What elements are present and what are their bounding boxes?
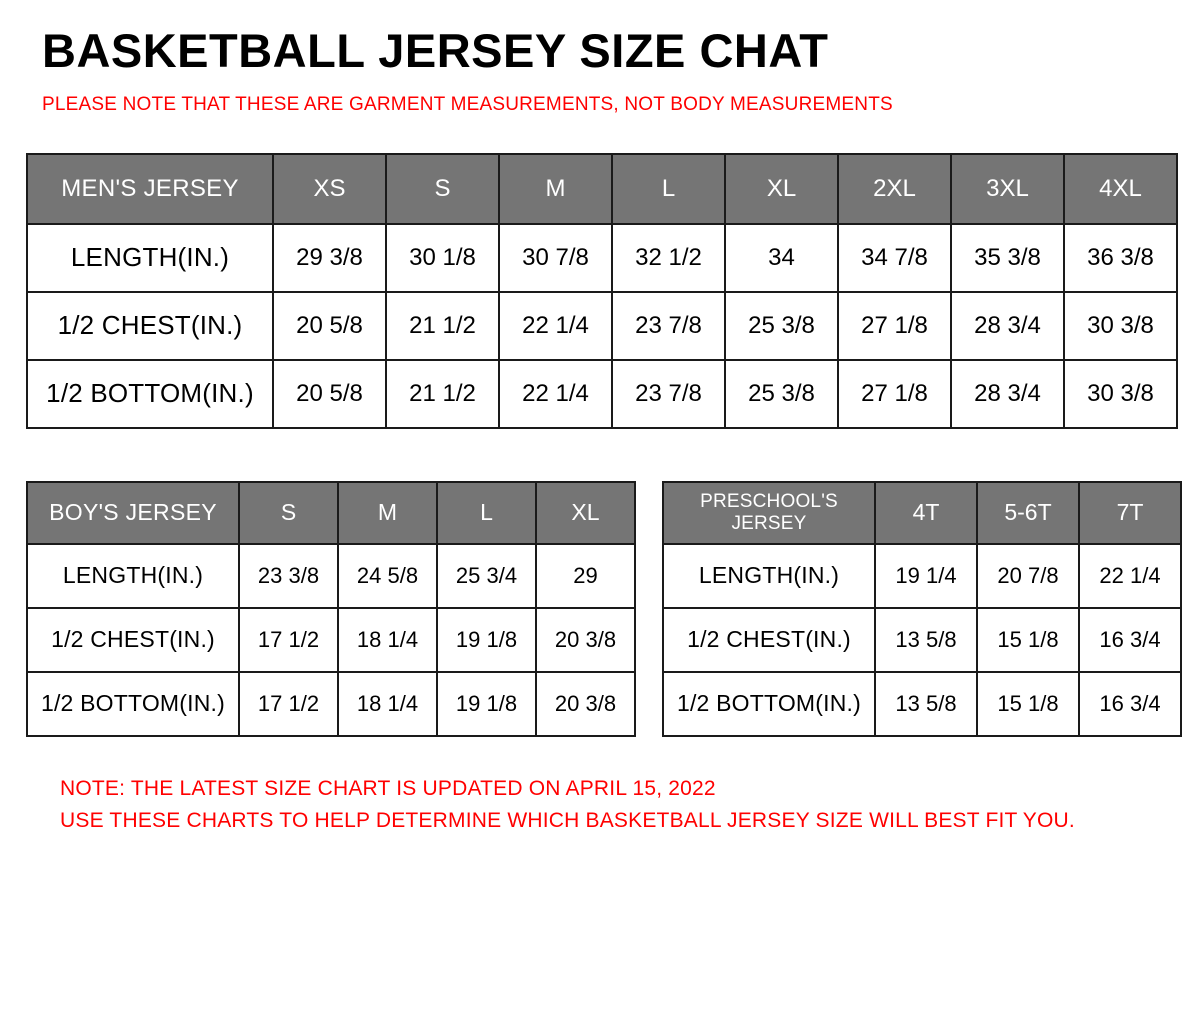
size-header-cell: 7T	[1079, 482, 1181, 544]
size-header-cell: XL	[536, 482, 635, 544]
measurement-cell: 35 3/8	[951, 224, 1064, 292]
size-header-cell: 5-6T	[977, 482, 1079, 544]
measurement-cell: 15 1/8	[977, 608, 1079, 672]
measurement-cell: 20 7/8	[977, 544, 1079, 608]
measurement-cell: 22 1/4	[1079, 544, 1181, 608]
measurement-cell: 27 1/8	[838, 292, 951, 360]
size-header-cell: M	[499, 154, 612, 224]
table-row	[27, 672, 635, 736]
table-row	[27, 544, 635, 608]
update-note: NOTE: THE LATEST SIZE CHART IS UPDATED ON APRIL 15, 2022	[60, 776, 716, 800]
table-row	[27, 224, 1177, 292]
measurement-label: LENGTH(IN.)	[27, 224, 273, 292]
mens-jersey-size-table	[26, 153, 1178, 429]
measurement-cell: 29 3/8	[273, 224, 386, 292]
measurement-cell: 17 1/2	[239, 672, 338, 736]
table-row	[663, 608, 1181, 672]
measurement-cell: 20 5/8	[273, 292, 386, 360]
boys-jersey-size-table	[26, 481, 636, 737]
table-row	[27, 608, 635, 672]
measurement-cell: 25 3/4	[437, 544, 536, 608]
measurement-cell: 22 1/4	[499, 292, 612, 360]
measurement-cell: 17 1/2	[239, 608, 338, 672]
measurement-cell: 32 1/2	[612, 224, 725, 292]
measurement-label: 1/2 BOTTOM(IN.)	[27, 672, 239, 736]
usage-note: USE THESE CHARTS TO HELP DETERMINE WHICH BASKETBALL JERSEY SIZE WILL BEST FIT YOU.	[60, 809, 1075, 833]
footer-notes	[60, 773, 1176, 838]
preschool-jersey-size-table	[662, 481, 1182, 737]
table-row	[663, 544, 1181, 608]
measurement-cell: 15 1/8	[977, 672, 1079, 736]
measurement-cell: 22 1/4	[499, 360, 612, 428]
measurement-cell: 18 1/4	[338, 672, 437, 736]
measurement-cell: 16 3/4	[1079, 672, 1181, 736]
size-chart-page	[0, 26, 1200, 1033]
size-header-cell: XL	[725, 154, 838, 224]
size-header-cell: S	[386, 154, 499, 224]
measurement-cell: 23 7/8	[612, 292, 725, 360]
measurement-cell: 20 5/8	[273, 360, 386, 428]
size-header-cell: 3XL	[951, 154, 1064, 224]
lower-tables-section	[26, 481, 1176, 737]
measurement-cell: 29	[536, 544, 635, 608]
measurement-label: 1/2 CHEST(IN.)	[663, 608, 875, 672]
measurement-cell: 16 3/4	[1079, 608, 1181, 672]
measurement-cell: 34	[725, 224, 838, 292]
table-header-row	[27, 154, 1177, 224]
mens-table-title: MEN'S JERSEY	[27, 154, 273, 224]
measurement-cell: 20 3/8	[536, 608, 635, 672]
measurement-cell: 23 3/8	[239, 544, 338, 608]
size-header-cell: 4XL	[1064, 154, 1177, 224]
measurement-label: 1/2 CHEST(IN.)	[27, 608, 239, 672]
garment-measurement-note: PLEASE NOTE THAT THESE ARE GARMENT MEASUREMENTS, NOT BODY MEASUREMENTS	[42, 94, 893, 116]
measurement-cell: 30 7/8	[499, 224, 612, 292]
measurement-cell: 30 3/8	[1064, 360, 1177, 428]
preschool-table-title: PRESCHOOL'S JERSEY	[663, 482, 875, 544]
page-title: BASKETBALL JERSEY SIZE CHAT	[42, 24, 829, 77]
size-header-cell: 4T	[875, 482, 977, 544]
measurement-cell: 13 5/8	[875, 608, 977, 672]
size-header-cell: 2XL	[838, 154, 951, 224]
measurement-cell: 23 7/8	[612, 360, 725, 428]
boys-table-title: BOY'S JERSEY	[27, 482, 239, 544]
measurement-cell: 36 3/8	[1064, 224, 1177, 292]
size-header-cell: XS	[273, 154, 386, 224]
measurement-cell: 30 3/8	[1064, 292, 1177, 360]
measurement-cell: 30 1/8	[386, 224, 499, 292]
measurement-cell: 34 7/8	[838, 224, 951, 292]
table-row	[27, 292, 1177, 360]
measurement-label: 1/2 CHEST(IN.)	[27, 292, 273, 360]
measurement-label: 1/2 BOTTOM(IN.)	[663, 672, 875, 736]
size-header-cell: M	[338, 482, 437, 544]
measurement-cell: 19 1/4	[875, 544, 977, 608]
measurement-cell: 25 3/8	[725, 292, 838, 360]
measurement-cell: 19 1/8	[437, 672, 536, 736]
measurement-cell: 27 1/8	[838, 360, 951, 428]
measurement-cell: 28 3/4	[951, 360, 1064, 428]
measurement-cell: 19 1/8	[437, 608, 536, 672]
table-header-row	[27, 482, 635, 544]
measurement-label: LENGTH(IN.)	[663, 544, 875, 608]
table-row	[663, 672, 1181, 736]
table-header-row	[663, 482, 1181, 544]
size-header-cell: L	[612, 154, 725, 224]
measurement-cell: 24 5/8	[338, 544, 437, 608]
measurement-label: LENGTH(IN.)	[27, 544, 239, 608]
measurement-label: 1/2 BOTTOM(IN.)	[27, 360, 273, 428]
size-header-cell: L	[437, 482, 536, 544]
measurement-cell: 25 3/8	[725, 360, 838, 428]
table-row	[27, 360, 1177, 428]
size-header-cell: S	[239, 482, 338, 544]
measurement-cell: 28 3/4	[951, 292, 1064, 360]
measurement-cell: 21 1/2	[386, 360, 499, 428]
measurement-cell: 20 3/8	[536, 672, 635, 736]
measurement-cell: 13 5/8	[875, 672, 977, 736]
measurement-cell: 18 1/4	[338, 608, 437, 672]
measurement-cell: 21 1/2	[386, 292, 499, 360]
